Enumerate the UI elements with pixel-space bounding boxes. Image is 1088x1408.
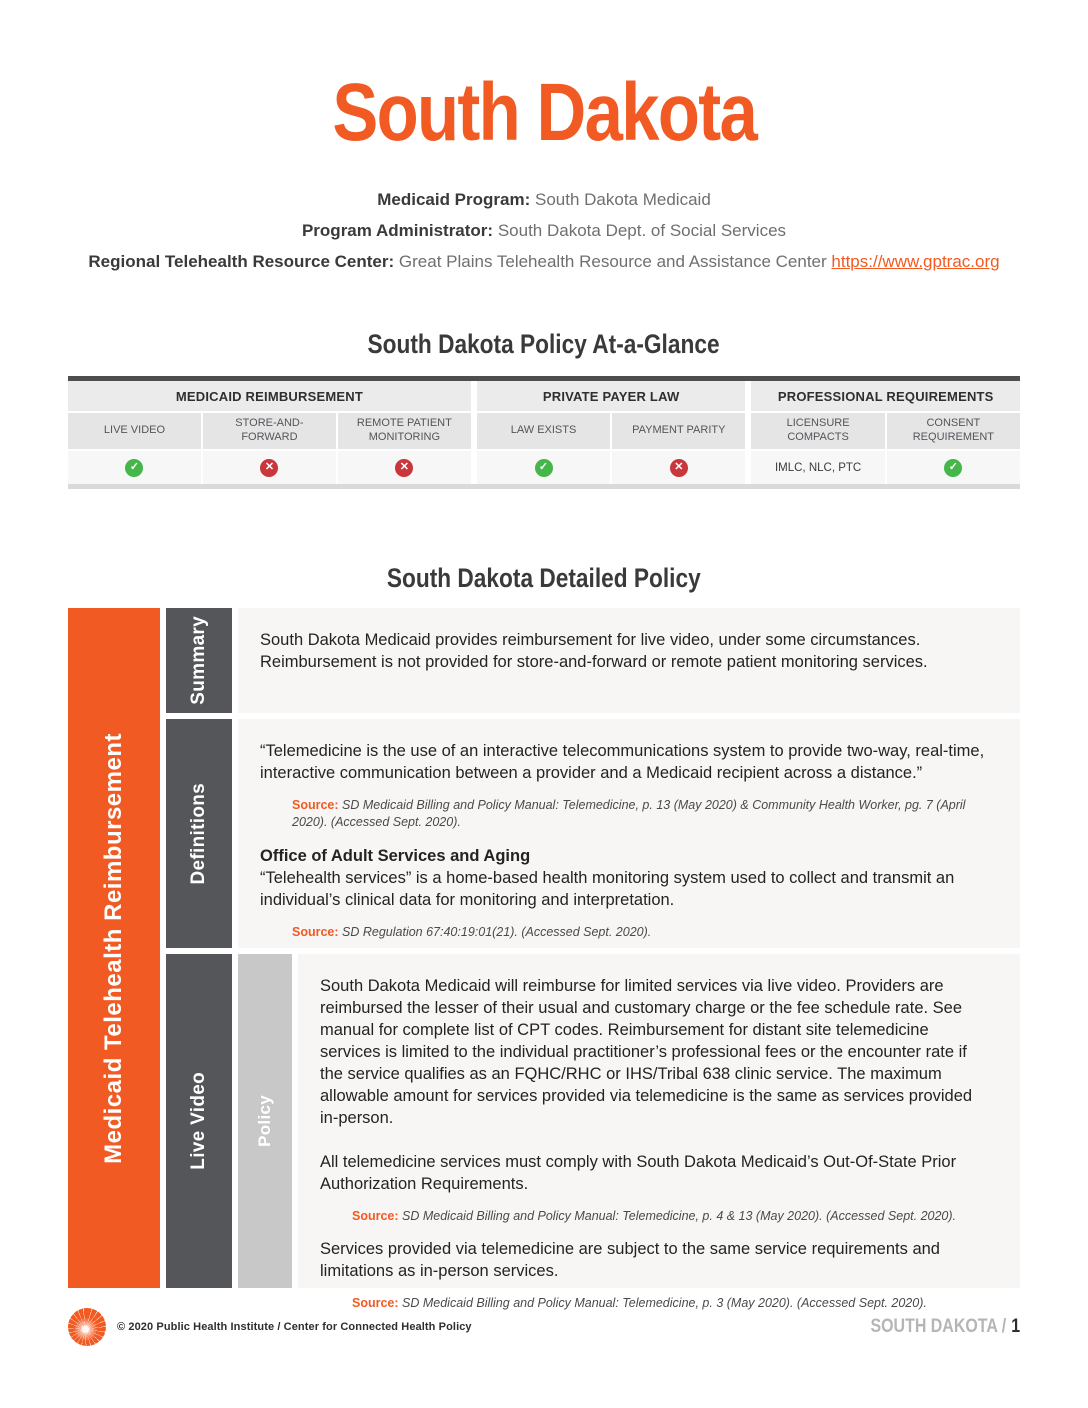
- check-icon: ✓: [944, 459, 962, 477]
- page-title: South Dakota: [332, 67, 756, 158]
- summary-text: South Dakota Medicaid provides reimbursement for live video, under some circumstances. Reimbursement is not provided for store-and-forward or remote patient monitoring services.: [260, 631, 928, 672]
- definitions-quote: “Telemedicine is the use of an interactive telecommunications system to provide two-way, real-time, interactive communication between a provider and a Medicaid recipient across a distance.”: [260, 742, 985, 783]
- summary-label: Summary: [188, 616, 209, 705]
- source-text: SD Medicaid Billing and Policy Manual: Telemedicine, p. 3 (May 2020). (Accessed Sept. 2020).: [402, 1296, 927, 1311]
- group-medicaid-reimbursement: [68, 381, 471, 484]
- definitions-label: Definitions: [188, 782, 209, 885]
- source-text: SD Regulation 67:40:19:01(21). (Accessed Sept. 2020).: [342, 925, 652, 940]
- column-consent-requirement: [887, 413, 1020, 484]
- meta-value: Great Plains Telehealth Resource and Assistance Center: [398, 252, 827, 272]
- meta-medicaid-program: [0, 184, 1088, 215]
- copyright-text: © 2020 Public Health Institute / Center for Connected Health Policy: [117, 1321, 472, 1333]
- gptrac-link[interactable]: https://www.gptrac.org: [831, 252, 1000, 272]
- column-remote-patient-monitoring: [338, 413, 471, 484]
- section-definitions: [166, 719, 1020, 948]
- group-private-payer-law: [477, 381, 746, 484]
- policy-label-box: [238, 954, 292, 1288]
- meta-program-administrator: [0, 215, 1088, 246]
- source-citation: [292, 924, 990, 941]
- page-number: 1: [1011, 1316, 1020, 1337]
- cross-icon: ✕: [670, 459, 688, 477]
- definitions-label-box: [166, 719, 232, 948]
- meta-label: Medicaid Program:: [377, 190, 531, 210]
- table-bottom-border: [68, 484, 1020, 489]
- source-text: SD Medicaid Billing and Policy Manual: Telemedicine, p. 4 & 13 (May 2020). (Accessed Sept. 2020).: [402, 1209, 957, 1224]
- cchp-sunburst-logo-icon: [68, 1308, 106, 1346]
- source-citation: [352, 1208, 990, 1225]
- live-video-para3: Services provided via telemedicine are subject to the same service requirements and limitations as in-person services.: [320, 1240, 940, 1281]
- summary-label-box: [166, 608, 232, 713]
- header-meta: [0, 184, 1088, 277]
- group-header: MEDICAID REIMBURSEMENT: [68, 381, 471, 411]
- check-icon: ✓: [535, 459, 553, 477]
- group-header: PRIVATE PAYER LAW: [477, 381, 746, 411]
- cross-icon: ✕: [260, 459, 278, 477]
- page-footer: [68, 1308, 1020, 1346]
- category-label: Medicaid Telehealth Reimbursement: [100, 732, 127, 1164]
- meta-resource-center: [0, 246, 1088, 277]
- section-summary: [166, 608, 1020, 713]
- summary-content: [238, 608, 1020, 713]
- detailed-policy-table: [68, 608, 1020, 1311]
- check-icon: ✓: [125, 459, 143, 477]
- source-label: Source:: [352, 1209, 399, 1224]
- source-label: Source:: [292, 798, 339, 813]
- column-law-exists: [477, 413, 610, 484]
- group-professional-requirements: [751, 381, 1020, 484]
- live-video-label: Live Video: [188, 1072, 209, 1170]
- live-video-content: [298, 954, 1020, 1311]
- policy-label: Policy: [255, 1095, 274, 1148]
- meta-label: Regional Telehealth Resource Center:: [88, 252, 395, 272]
- meta-value: South Dakota Dept. of Social Services: [497, 221, 787, 241]
- definitions-subheading: Office of Adult Services and Aging: [260, 847, 531, 866]
- live-video-para1: South Dakota Medicaid will reimburse for limited services via live video. Providers are reimbursed the lesser of their usual and customary charge or the fee schedule rate. See manual for complete list of CPT codes. Reimbursement for distant site telemedicine services is limited to the individual practitioner’s professional fees or the encounter rate if the service qualifies as an FQHC/RHC or IHS/Tribal 638 clinic service. The maximum allowable amount for services provided via telemedicine is the same as services provided in-person.: [320, 977, 973, 1128]
- column-header: LICENSURE COMPACTS: [751, 413, 884, 449]
- source-citation: [292, 797, 990, 831]
- column-store-and-forward: [203, 413, 336, 484]
- at-a-glance-table: [68, 376, 1020, 489]
- source-label: Source:: [292, 925, 339, 940]
- column-header: LIVE VIDEO: [68, 413, 201, 449]
- section-live-video: [166, 954, 1020, 1311]
- meta-value: South Dakota Medicaid: [535, 190, 711, 210]
- column-header: CONSENT REQUIREMENT: [887, 413, 1020, 449]
- column-header: STORE-AND-FORWARD: [203, 413, 336, 449]
- column-licensure-compacts: [751, 413, 884, 484]
- column-header: LAW EXISTS: [477, 413, 610, 449]
- live-video-para2: All telemedicine services must comply with South Dakota Medicaid’s Out-Of-State Prior Authorization Requirements.: [320, 1153, 957, 1194]
- definitions-text2: “Telehealth services” is a home-based health monitoring system used to collect and transmit an individual’s clinical data for monitoring and interpretation.: [260, 869, 955, 910]
- licensure-compacts-value: IMLC, NLC, PTC: [774, 461, 862, 474]
- live-video-label-box: [166, 954, 232, 1288]
- column-live-video: [68, 413, 201, 484]
- detailed-policy-heading: South Dakota Detailed Policy: [387, 563, 701, 594]
- group-header: PROFESSIONAL REQUIREMENTS: [751, 381, 1020, 411]
- cross-icon: ✕: [395, 459, 413, 477]
- source-label: Source:: [352, 1296, 399, 1311]
- at-a-glance-heading: South Dakota Policy At-a-Glance: [367, 329, 721, 360]
- definitions-content: [238, 719, 1020, 948]
- column-payment-parity: [612, 413, 745, 484]
- source-text: SD Medicaid Billing and Policy Manual: Telemedicine, p. 13 (May 2020) & Community Health Worker, pg. 7 (April 2020). (Accessed Sept. 2020).: [292, 798, 966, 830]
- column-header: PAYMENT PARITY: [612, 413, 745, 449]
- category-bar-medicaid-telehealth-reimbursement: [68, 608, 160, 1288]
- footer-state-label: SOUTH DAKOTA /: [870, 1316, 1007, 1337]
- column-header: REMOTE PATIENT MONITORING: [338, 413, 471, 449]
- meta-label: Program Administrator:: [301, 221, 494, 241]
